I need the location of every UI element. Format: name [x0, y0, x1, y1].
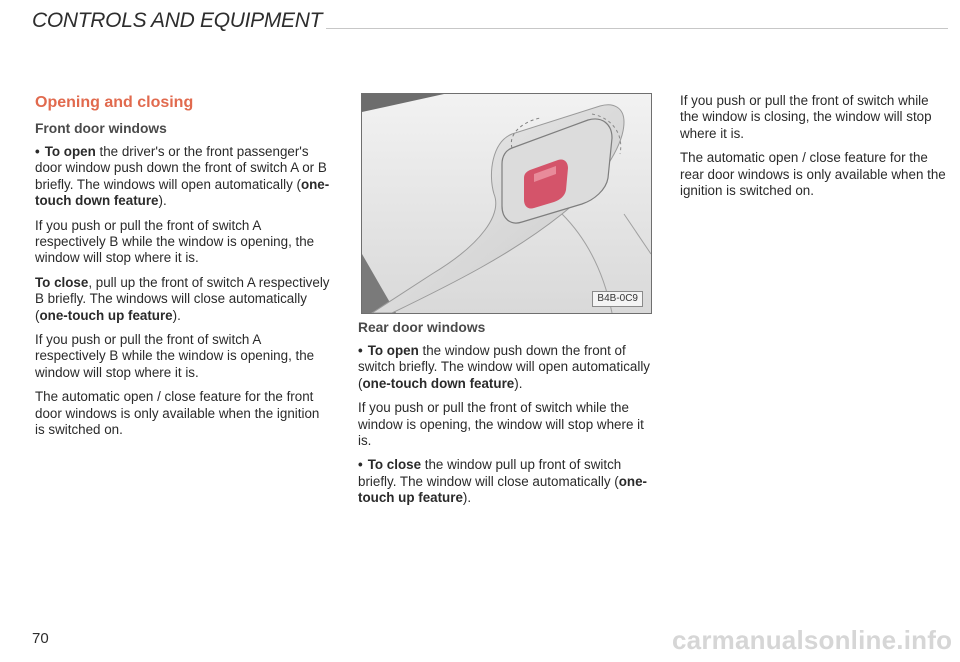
subheading-rear-door-windows: Rear door windows: [358, 320, 486, 335]
window-switch-figure: [361, 93, 652, 314]
text-run: , pull up the front of switch A respectively B briefly. The windows will close automatically (: [35, 274, 330, 323]
bullet-icon: •: [358, 343, 363, 358]
text-run: ).: [462, 490, 472, 506]
paragraph-front-stop-closing: If you push or pull the front of switch A respectively B while the window is opening, the window will stop where it is.: [35, 332, 315, 380]
emphasis-to-open: To open: [367, 343, 419, 358]
paragraph-front-stop-opening: If you push or pull the front of switch A respectively B while the window is opening, the window will stop where it is.: [35, 217, 315, 266]
emphasis-to-close: To close: [35, 274, 89, 290]
text-run: the window push down the front of switch briefly. The window will open automatically (: [358, 343, 650, 391]
paragraph-rear-close: [358, 457, 650, 506]
paragraph-rear-ignition-note: The automatic open / close feature for the rear door windows is only available when the ignition is switched on.: [680, 150, 946, 199]
emphasis-one-touch-up: one-touch up feature: [358, 473, 647, 506]
emphasis-one-touch-up: one-touch up feature: [39, 307, 173, 323]
paragraph-front-open: [35, 144, 330, 210]
paragraph-rear-stop-opening: If you push or pull the front of switch while the window is opening, the window will stop where it is.: [358, 400, 644, 449]
page-number: 70: [32, 630, 49, 647]
paragraph-rear-stop-closing: If you push or pull the front of switch while the window is closing, the window will stop where it is.: [680, 93, 932, 141]
text-run: the window pull up front of switch briefly. The window will close automatically (: [358, 457, 622, 489]
text-run: ).: [514, 375, 523, 391]
page-header: [32, 8, 948, 38]
text-run: ).: [158, 193, 167, 209]
door-switch-illustration: [362, 94, 651, 313]
paragraph-rear-open: [358, 343, 650, 392]
emphasis-to-close: To close: [367, 457, 422, 473]
paragraph-front-close: [35, 275, 330, 324]
text-run: the driver's or the front passenger's door window push down the front of switch A or B briefly. The windows will open automatically (: [35, 144, 327, 192]
subheading-front-door-windows: Front door windows: [35, 121, 167, 136]
column-middle: [358, 319, 650, 515]
column-left: [35, 93, 330, 447]
paragraph-front-ignition-note: The automatic open / close feature for the front door windows is only available when the ignition is switched on.: [35, 389, 320, 438]
section-title: Opening and closing: [35, 94, 194, 111]
text-run: ).: [172, 307, 181, 323]
emphasis-one-touch-down: one-touch down feature: [35, 176, 330, 209]
column-right: [680, 93, 950, 207]
header-title: CONTROLS AND EQUIPMENT: [32, 8, 326, 34]
figure-code: B4B-0C9: [592, 291, 643, 307]
emphasis-one-touch-down: one-touch down feature: [362, 375, 515, 391]
emphasis-to-open: To open: [44, 144, 96, 159]
bullet-icon: •: [35, 144, 40, 159]
bullet-icon: •: [358, 457, 363, 473]
watermark: carmanualsonline.info: [672, 625, 953, 655]
